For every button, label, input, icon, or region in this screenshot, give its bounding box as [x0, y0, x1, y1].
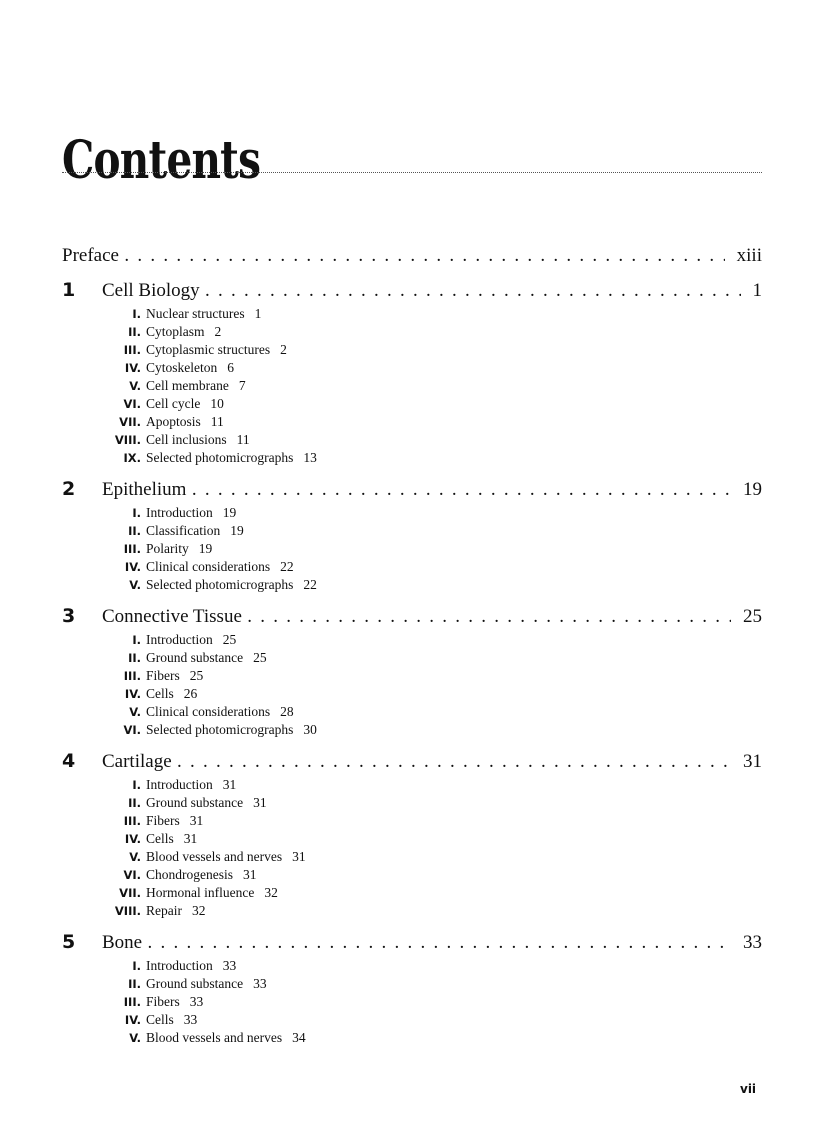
section-title: Cytoplasm	[146, 324, 205, 339]
toc-entry-section[interactable]	[62, 449, 762, 467]
section-numeral: I.	[132, 778, 141, 792]
toc-entry-section[interactable]	[62, 631, 762, 649]
section-numeral: IV.	[124, 1013, 141, 1027]
chapter-page: 19	[743, 479, 762, 500]
section-title: Classification	[146, 523, 221, 538]
chapter-page: 25	[743, 606, 762, 627]
toc-entry-section[interactable]	[62, 413, 762, 431]
toc-entry-section[interactable]	[62, 884, 762, 902]
chapter-block	[62, 749, 762, 920]
section-title: Apoptosis	[146, 414, 201, 429]
section-numeral: I.	[132, 506, 141, 520]
section-page: 22	[303, 577, 317, 592]
chapter-title: Connective Tissue	[102, 606, 242, 627]
title-divider	[62, 172, 762, 173]
section-title: Nuclear structures	[146, 306, 245, 321]
section-numeral: I.	[132, 307, 141, 321]
section-numeral: III.	[123, 814, 141, 828]
toc-entry-section[interactable]	[62, 703, 762, 721]
chapter-block	[62, 930, 762, 1047]
section-page: 25	[222, 632, 237, 647]
section-numeral: V.	[129, 705, 141, 719]
section-list	[62, 776, 762, 920]
section-title: Selected photomicrographs	[146, 577, 294, 592]
toc-entry-section[interactable]	[62, 1029, 762, 1047]
section-title: Cell membrane	[146, 378, 229, 393]
section-numeral: V.	[129, 379, 141, 393]
chapter-number: 2	[62, 478, 76, 500]
section-title: Introduction	[146, 632, 213, 647]
section-title: Clinical considerations	[146, 559, 271, 574]
section-numeral: II.	[128, 524, 141, 538]
section-title: Cells	[146, 1012, 174, 1027]
section-numeral: IV.	[124, 560, 141, 574]
section-page: 31	[243, 867, 257, 882]
section-title: Clinical considerations	[146, 704, 271, 719]
toc-entry-section[interactable]	[62, 848, 762, 866]
section-page: 34	[292, 1030, 306, 1045]
section-page: 26	[183, 686, 198, 701]
section-title: Ground substance	[146, 650, 244, 665]
toc-entry-section[interactable]	[62, 866, 762, 884]
table-of-contents	[62, 244, 762, 1057]
section-list	[62, 631, 762, 739]
section-list	[62, 957, 762, 1047]
section-title: Fibers	[146, 994, 180, 1009]
section-page: 7	[238, 378, 246, 393]
section-numeral: III.	[123, 995, 141, 1009]
toc-entry-chapter[interactable]	[62, 749, 762, 776]
section-title: Cytoplasmic structures	[146, 342, 271, 357]
toc-entry-section[interactable]	[62, 975, 762, 993]
section-title: Cell cycle	[146, 396, 201, 411]
section-numeral: I.	[132, 959, 141, 973]
toc-entry-chapter[interactable]	[62, 278, 762, 305]
section-numeral: IX.	[123, 451, 141, 465]
section-numeral: V.	[129, 850, 141, 864]
section-numeral: VI.	[123, 397, 141, 411]
section-page: 31	[222, 777, 237, 792]
toc-entry-section[interactable]	[62, 377, 762, 395]
toc-entry-chapter[interactable]	[62, 477, 762, 504]
section-title: Ground substance	[146, 976, 244, 991]
section-title: Cytoskeleton	[146, 360, 218, 375]
section-title: Blood vessels and nerves	[146, 1030, 283, 1045]
toc-entry-chapter[interactable]	[62, 604, 762, 631]
section-page: 19	[230, 523, 244, 538]
toc-entry-preface[interactable]	[62, 244, 762, 270]
toc-entry-section[interactable]	[62, 558, 762, 576]
toc-entry-section[interactable]	[62, 667, 762, 685]
section-list	[62, 305, 762, 467]
section-page: 10	[210, 396, 224, 411]
toc-entry-section[interactable]	[62, 522, 762, 540]
toc-entry-section[interactable]	[62, 812, 762, 830]
chapter-title: Cartilage	[102, 751, 172, 772]
chapter-number: 5	[62, 931, 76, 953]
dot-leader	[248, 607, 731, 631]
chapter-number: 3	[62, 605, 76, 627]
section-page: 25	[253, 650, 267, 665]
section-numeral: IV.	[124, 687, 141, 701]
section-numeral: V.	[129, 1031, 141, 1045]
section-numeral: II.	[128, 796, 141, 810]
section-numeral: IV.	[124, 832, 141, 846]
chapter-page: 33	[743, 932, 762, 953]
toc-entry-section[interactable]	[62, 323, 762, 341]
toc-entry-section[interactable]	[62, 305, 762, 323]
section-numeral: VI.	[123, 723, 141, 737]
section-page: 6	[227, 360, 234, 375]
dot-leader	[192, 480, 731, 504]
section-title: Selected photomicrographs	[146, 450, 294, 465]
section-numeral: VIII.	[114, 433, 141, 447]
section-page: 33	[222, 958, 237, 973]
section-page: 33	[253, 976, 267, 991]
chapter-block	[62, 278, 762, 467]
chapter-list	[62, 278, 762, 1047]
section-page: 13	[303, 450, 317, 465]
section-title: Polarity	[146, 541, 189, 556]
section-title: Ground substance	[146, 795, 244, 810]
section-numeral: VII.	[119, 886, 141, 900]
section-title: Chondrogenesis	[146, 867, 233, 882]
page-number: vii	[740, 1082, 757, 1096]
section-title: Fibers	[146, 668, 180, 683]
chapter-page: 31	[743, 751, 762, 772]
section-numeral: III.	[123, 542, 141, 556]
chapter-number: 1	[62, 279, 76, 301]
section-title: Hormonal influence	[146, 885, 255, 900]
chapter-title: Cell Biology	[102, 280, 200, 301]
chapter-page: 1	[752, 280, 762, 301]
section-numeral: II.	[128, 977, 141, 991]
section-numeral: II.	[128, 325, 141, 339]
toc-entry-section[interactable]	[62, 685, 762, 703]
section-page: 19	[198, 541, 213, 556]
toc-entry-section[interactable]	[62, 902, 762, 920]
section-numeral: III.	[123, 669, 141, 683]
section-page: 32	[264, 885, 278, 900]
section-numeral: V.	[129, 578, 141, 592]
section-numeral: VII.	[119, 415, 141, 429]
section-page: 31	[292, 849, 306, 864]
chapter-number: 4	[62, 750, 76, 772]
section-page: 33	[183, 1012, 198, 1027]
section-page: 25	[189, 668, 204, 683]
toc-entry-section[interactable]	[62, 540, 762, 558]
section-page: 11	[210, 414, 224, 429]
chapter-title: Bone	[102, 932, 143, 953]
section-page: 1	[254, 306, 262, 321]
section-numeral: VIII.	[114, 904, 141, 918]
section-title: Cell inclusions	[146, 432, 227, 447]
preface-page: xiii	[736, 245, 762, 266]
toc-entry-section[interactable]	[62, 1011, 762, 1029]
section-title: Introduction	[146, 777, 213, 792]
toc-entry-section[interactable]	[62, 504, 762, 522]
dot-leader	[178, 752, 731, 776]
toc-entry-section[interactable]	[62, 993, 762, 1011]
section-page: 33	[189, 994, 204, 1009]
toc-entry-section[interactable]	[62, 830, 762, 848]
chapter-title: Epithelium	[102, 479, 187, 500]
section-page: 31	[253, 795, 267, 810]
section-page: 11	[236, 432, 250, 447]
toc-entry-section[interactable]	[62, 776, 762, 794]
toc-entry-section[interactable]	[62, 431, 762, 449]
toc-entry-section[interactable]	[62, 359, 762, 377]
section-page: 28	[280, 704, 294, 719]
toc-entry-chapter[interactable]	[62, 930, 762, 957]
toc-entry-section[interactable]	[62, 649, 762, 667]
chapter-block	[62, 477, 762, 594]
preface-label: Preface	[62, 245, 119, 266]
section-numeral: VI.	[123, 868, 141, 882]
toc-entry-section[interactable]	[62, 957, 762, 975]
toc-entry-section[interactable]	[62, 341, 762, 359]
section-title: Cells	[146, 831, 174, 846]
section-page: 2	[214, 324, 222, 339]
section-numeral: III.	[123, 343, 141, 357]
page-title: Contents	[62, 129, 261, 191]
section-title: Introduction	[146, 958, 213, 973]
section-page: 19	[222, 505, 237, 520]
section-list	[62, 504, 762, 594]
section-title: Selected photomicrographs	[146, 722, 294, 737]
dot-leader	[148, 933, 731, 957]
section-numeral: IV.	[124, 361, 141, 375]
section-page: 31	[189, 813, 204, 828]
section-page: 31	[183, 831, 198, 846]
section-title: Repair	[146, 903, 182, 918]
section-page: 30	[303, 722, 317, 737]
toc-entry-section[interactable]	[62, 576, 762, 594]
section-title: Cells	[146, 686, 174, 701]
section-page: 32	[192, 903, 206, 918]
dot-leader	[206, 281, 741, 305]
toc-entry-section[interactable]	[62, 395, 762, 413]
section-title: Introduction	[146, 505, 213, 520]
section-title: Fibers	[146, 813, 180, 828]
section-page: 2	[280, 342, 287, 357]
section-page: 22	[280, 559, 294, 574]
toc-entry-section[interactable]	[62, 794, 762, 812]
toc-entry-section[interactable]	[62, 721, 762, 739]
section-title: Blood vessels and nerves	[146, 849, 283, 864]
dot-leader	[125, 246, 725, 270]
chapter-block	[62, 604, 762, 739]
section-numeral: I.	[132, 633, 141, 647]
section-numeral: II.	[128, 651, 141, 665]
